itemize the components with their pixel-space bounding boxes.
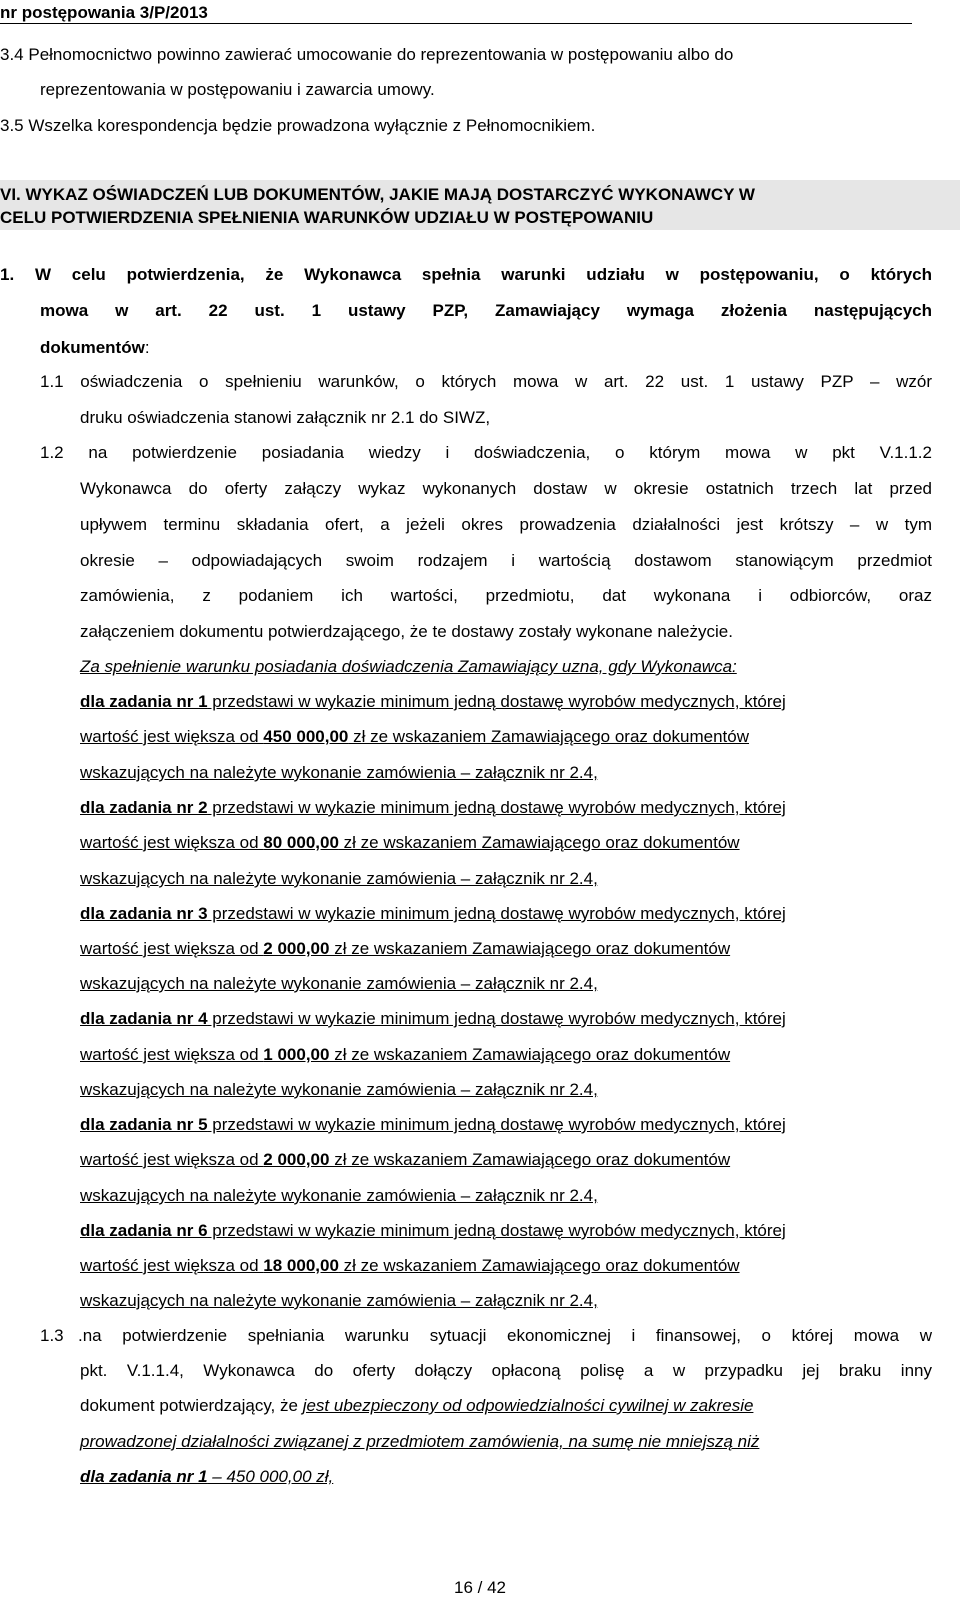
task-value-suffix: zł ze wskazaniem Zamawiającego oraz dokumentów	[338, 1256, 740, 1275]
item-1-line1: 1. W celu potwierdzenia, że Wykonawca spełnia warunki udziału w postępowaniu, o których	[0, 265, 932, 284]
task-label: dla zadania nr 2	[80, 798, 208, 817]
item-1-colon: :	[144, 338, 150, 357]
task-value-suffix: zł ze wskazaniem Zamawiającego oraz dokumentów	[329, 1150, 731, 1169]
task-value-prefix: wartość jest większa od	[80, 1150, 264, 1169]
task-label: dla zadania nr 4	[80, 1009, 208, 1028]
task-value-suffix: zł ze wskazaniem Zamawiającego oraz dokumentów	[329, 939, 731, 958]
task-amount: 2 000,00	[263, 1150, 330, 1169]
task-5-line1	[80, 1116, 786, 1133]
task-6-line1	[80, 1222, 786, 1239]
task-label: dla zadania nr 1	[80, 692, 208, 711]
item-1-2-text-last: załączeniem dokumentu potwierdzającego, że te dostawy zostały wykonane należycie.	[80, 622, 733, 641]
item-1-2-line1: 1.2 na potwierdzenie posiadania wiedzy i doświadczenia, o którym mowa w pkt V.1.1.2	[40, 443, 932, 462]
section-heading-line2: CELU POTWIERDZENIA SPEŁNIENIA WARUNKÓW UDZIAŁU W POSTĘPOWANIU	[0, 208, 654, 227]
task-text: przedstawi w wykazie minimum jedną dostawę wyrobów medycznych, której	[207, 1221, 786, 1240]
para-3-5: 3.5 Wszelka korespondencja będzie prowadzona wyłącznie z Pełnomocnikiem.	[0, 116, 596, 135]
task-amount: 1 000,00	[263, 1045, 330, 1064]
task-value-prefix: wartość jest większa od	[80, 939, 264, 958]
para-3-4-line2: reprezentowania w postępowaniu i zawarcia umowy.	[40, 80, 435, 99]
task-text: przedstawi w wykazie minimum jedną dostawę wyrobów medycznych, której	[207, 904, 786, 923]
task-label: dla zadania nr 5	[80, 1115, 208, 1134]
item-1-line3	[40, 339, 150, 356]
task-3-line2	[80, 940, 730, 957]
task-amount: 18 000,00	[263, 1256, 339, 1275]
item-1-line2: mowa w art. 22 ust. 1 ustawy PZP, Zamawiający wymaga złożenia następujących	[40, 301, 932, 320]
task-6-line3: wskazujących na należyte wykonanie zamówienia – załącznik nr 2.4,	[80, 1291, 598, 1310]
task-amount: 2 000,00	[263, 939, 330, 958]
task-1-line3: wskazujących na należyte wykonanie zamówienia – załącznik nr 2.4,	[80, 763, 598, 782]
task-4-line2	[80, 1046, 730, 1063]
task-text: przedstawi w wykazie minimum jedną dostawę wyrobów medycznych, której	[207, 798, 786, 817]
item-1-3-line3	[80, 1397, 753, 1414]
insurance-requirement: jest ubezpieczony od odpowiedzialności cywilnej w zakresie	[302, 1396, 754, 1415]
task-value-prefix: wartość jest większa od	[80, 833, 264, 852]
task-1-line2	[80, 728, 749, 745]
item-1-3-line1: .na potwierdzenie spełniania warunku sytuacji ekonomicznej i finansowej, o której mowa w	[78, 1326, 932, 1345]
task-amount: 450 000,00	[263, 727, 349, 746]
item-1-1-line1: 1.1 oświadczenia o spełnieniu warunków, o których mowa w art. 22 ust. 1 ustawy PZP – wzór	[40, 372, 932, 391]
insurance-amount: – 450 000,00 zł,	[207, 1467, 334, 1486]
item-1-2-text-line: okresie – odpowiadających swoim rodzajem i wartością dostawom stanowiącym przedmiot	[80, 551, 932, 570]
item-1-3-line3-prefix: dokument potwierdzający, że	[80, 1396, 303, 1415]
item-1-3-line5	[80, 1468, 333, 1485]
item-1-3-line2: pkt. V.1.1.4, Wykonawca do oferty dołączy opłaconą polisę a w przypadku jej braku inny	[80, 1361, 932, 1380]
task-text: przedstawi w wykazie minimum jedną dostawę wyrobów medycznych, której	[207, 692, 786, 711]
item-1-3-number: 1.3	[40, 1326, 64, 1345]
page-header	[0, 3, 912, 23]
task-4-line3: wskazujących na należyte wykonanie zamówienia – załącznik nr 2.4,	[80, 1080, 598, 1099]
task-6-line2	[80, 1257, 740, 1274]
task-label: dla zadania nr 6	[80, 1221, 208, 1240]
task-value-suffix: zł ze wskazaniem Zamawiającego oraz dokumentów	[338, 833, 740, 852]
task-text: przedstawi w wykazie minimum jedną dostawę wyrobów medycznych, której	[207, 1009, 786, 1028]
task-1-line1	[80, 693, 786, 710]
item-1-3-line4: prowadzonej działalności związanej z przedmiotem zamówienia, na sumę nie mniejszą niż	[80, 1432, 760, 1451]
task-value-prefix: wartość jest większa od	[80, 727, 264, 746]
task-label: dla zadania nr 1	[80, 1467, 208, 1486]
task-amount: 80 000,00	[263, 833, 339, 852]
page-number: 16 / 42	[454, 1578, 506, 1597]
task-label: dla zadania nr 3	[80, 904, 208, 923]
header-title: nr postępowania 3/P/2013	[0, 3, 208, 22]
task-3-line1	[80, 905, 786, 922]
item-1-dokumentow: dokumentów	[40, 338, 145, 357]
task-2-line3: wskazujących na należyte wykonanie zamówienia – załącznik nr 2.4,	[80, 869, 598, 888]
para-3-4-line1: 3.4 Pełnomocnictwo powinno zawierać umocowanie do reprezentowania w postępowaniu albo do	[0, 45, 734, 64]
task-value-prefix: wartość jest większa od	[80, 1256, 264, 1275]
item-1-2-text-line: zamówienia, z podaniem ich wartości, przedmiotu, dat wykonana i odbiorców, oraz	[80, 586, 932, 605]
section-heading	[0, 180, 960, 230]
item-1-1-line2: druku oświadczenia stanowi załącznik nr 2.1 do SIWZ,	[80, 408, 491, 427]
task-value-suffix: zł ze wskazaniem Zamawiającego oraz dokumentów	[329, 1045, 731, 1064]
task-value-suffix: zł ze wskazaniem Zamawiającego oraz dokumentów	[348, 727, 750, 746]
task-text: przedstawi w wykazie minimum jedną dostawę wyrobów medycznych, której	[207, 1115, 786, 1134]
task-5-line2	[80, 1151, 730, 1168]
item-1-2-text-line: Wykonawca do oferty załączy wykaz wykonanych dostaw w okresie ostatnich trzech lat przed	[80, 479, 932, 498]
task-5-line3: wskazujących na należyte wykonanie zamówienia – załącznik nr 2.4,	[80, 1186, 598, 1205]
header-rule	[0, 23, 912, 24]
task-3-line3: wskazujących na należyte wykonanie zamówienia – załącznik nr 2.4,	[80, 974, 598, 993]
task-2-line1	[80, 799, 786, 816]
item-1-2-text-line: upływem terminu składania ofert, a jeżeli okres prowadzenia działalności jest krótszy – w tym	[80, 515, 932, 534]
task-4-line1	[80, 1010, 786, 1027]
task-value-prefix: wartość jest większa od	[80, 1045, 264, 1064]
section-heading-line1: VI. WYKAZ OŚWIADCZEŃ LUB DOKUMENTÓW, JAKIE MAJĄ DOSTARCZYĆ WYKONAWCY W	[0, 185, 755, 204]
experience-condition: Za spełnienie warunku posiadania doświadczenia Zamawiający uzna, gdy Wykonawca:	[80, 657, 737, 676]
task-2-line2	[80, 834, 740, 851]
